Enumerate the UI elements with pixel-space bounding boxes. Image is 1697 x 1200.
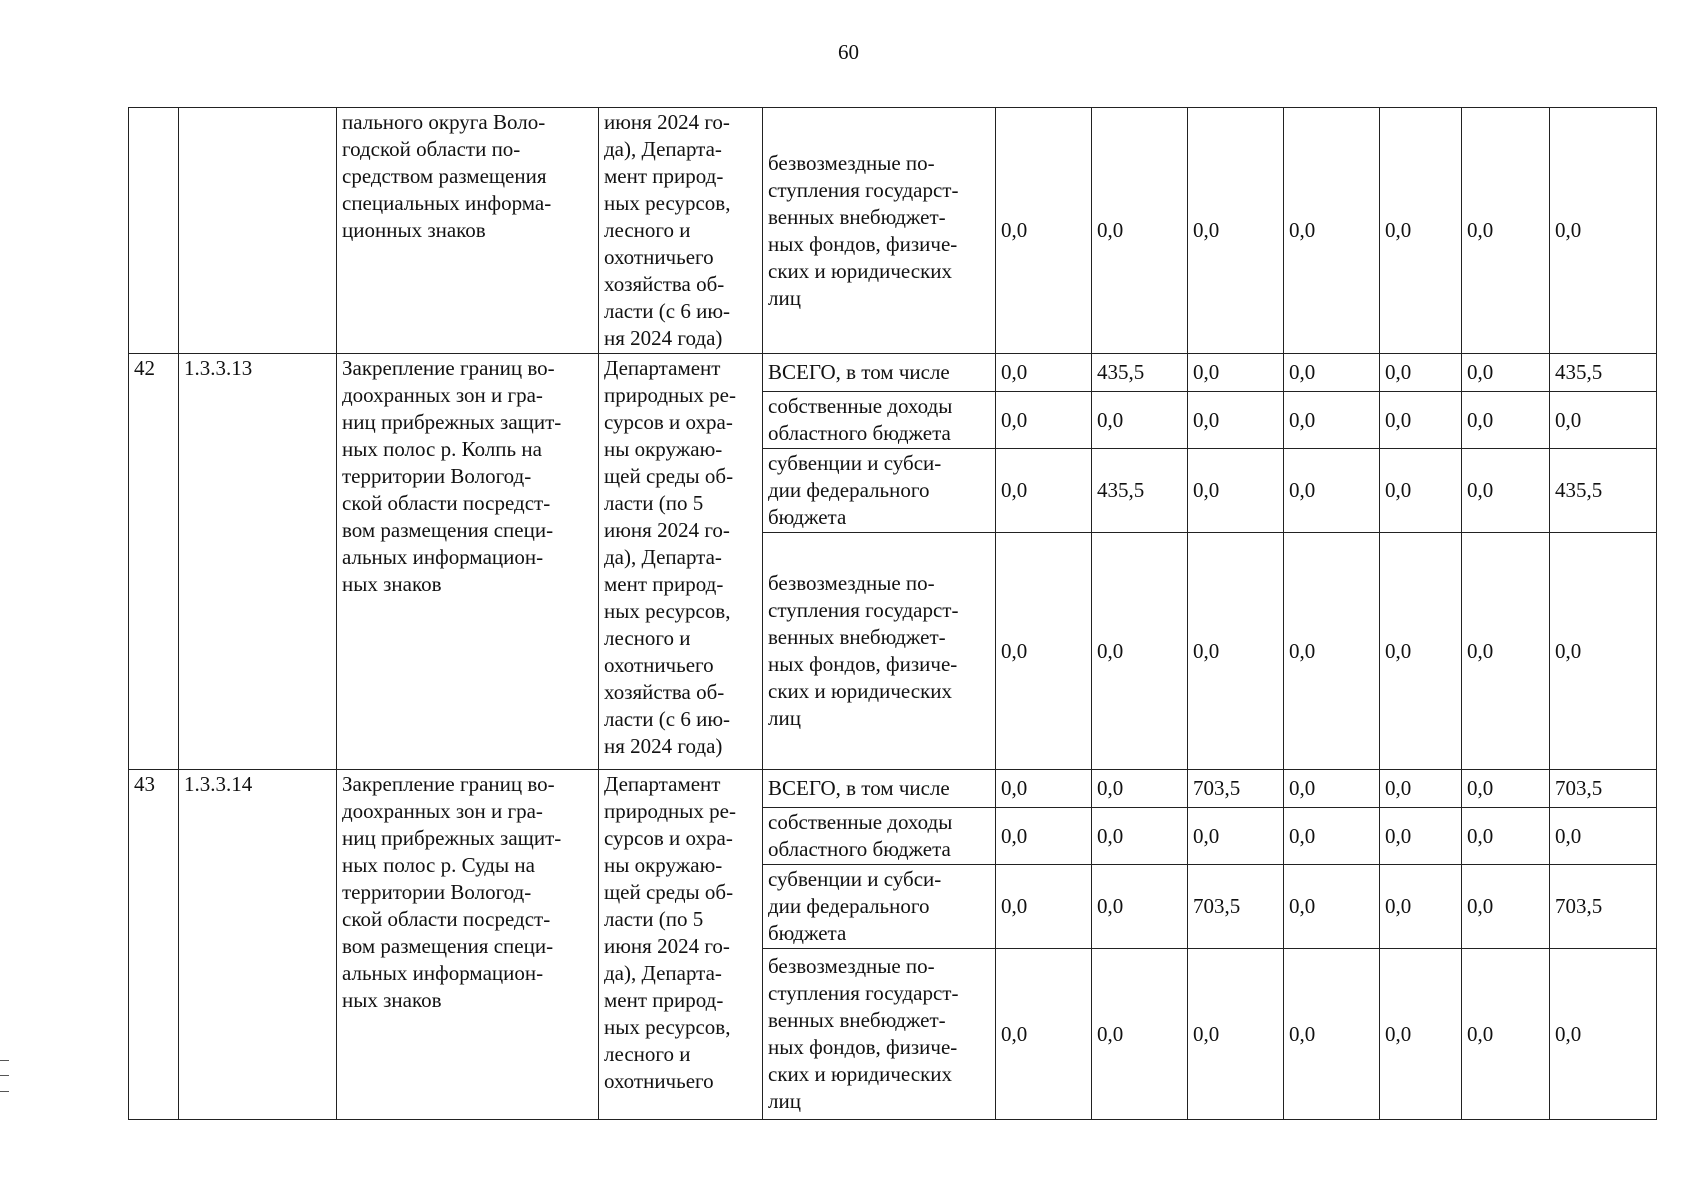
row-number-cell: 42	[129, 354, 179, 770]
cell-text-line: сурсов и охра-	[604, 410, 733, 434]
cell-text-line: дии федерального	[768, 894, 930, 918]
program-financing-table	[128, 107, 1657, 1120]
amount-cell: 0,0	[996, 108, 1092, 354]
cell-text-line: областного бюджета	[768, 421, 951, 445]
amount-cell: 0,0	[1380, 449, 1462, 533]
funding-source-cell	[763, 449, 996, 533]
amount-cell: 0,0	[996, 808, 1092, 865]
amount-cell: 0,0	[996, 865, 1092, 949]
amount-cell: 0,0	[1092, 108, 1188, 354]
amount-cell: 703,5	[1550, 865, 1657, 949]
amount-cell: 0,0	[1092, 770, 1188, 808]
cell-text-line: специальных информа-	[342, 191, 552, 215]
amount-cell: 0,0	[1550, 533, 1657, 770]
amount-cell: 0,0	[1092, 949, 1188, 1120]
table-row-continuation	[129, 108, 1657, 354]
responsible-cell	[599, 770, 763, 1120]
amount-cell: 0,0	[996, 770, 1092, 808]
cell-text-line: ских и юридических	[768, 679, 953, 703]
amount-cell: 0,0	[1284, 449, 1380, 533]
amount-cell: 0,0	[1092, 392, 1188, 449]
cell-text-line: венных внебюджет-	[768, 625, 946, 649]
cell-text-line: ционных знаков	[342, 218, 486, 242]
amount-cell: 0,0	[1188, 449, 1284, 533]
amount-cell: 0,0	[1550, 108, 1657, 354]
amount-cell: 0,0	[1284, 770, 1380, 808]
amount-cell: 0,0	[1462, 865, 1550, 949]
cell-text-line: лесного и	[604, 626, 691, 650]
amount-cell: 435,5	[1092, 354, 1188, 392]
cell-text-line: июня 2024 го-	[604, 518, 730, 542]
cell-text-line: ступления государст-	[768, 177, 959, 202]
cell-text-line: ных фондов, физиче-	[768, 231, 958, 256]
cell-text-line: Закрепление границ во-	[342, 772, 555, 796]
amount-cell: 0,0	[1462, 108, 1550, 354]
measure-name-cell	[337, 770, 599, 1120]
cell-text-line: хозяйства об-	[604, 680, 725, 704]
amount-cell: 0,0	[1284, 808, 1380, 865]
cell-text-line: мент природ-	[604, 572, 724, 596]
cell-text-line: территории Вологод-	[342, 464, 532, 488]
amount-cell: 703,5	[1188, 865, 1284, 949]
amount-cell: 0,0	[1380, 770, 1462, 808]
cell-text-line: природных ре-	[604, 383, 736, 407]
cell-text-line: ступления государст-	[768, 598, 959, 622]
amount-cell: 435,5	[1550, 354, 1657, 392]
amount-cell: 0,0	[1092, 808, 1188, 865]
cell-text-line: ласти (с 6 ию-	[604, 299, 731, 323]
cell-text-line: ных полос р. Суды на	[342, 853, 535, 877]
amount-cell: 0,0	[1380, 354, 1462, 392]
amount-cell: 0,0	[1462, 449, 1550, 533]
cell-text-line: собственные доходы	[768, 810, 953, 834]
amount-cell: 0,0	[996, 533, 1092, 770]
cell-text-line: ня 2024 года)	[604, 734, 723, 758]
cell-text-line: безвозмездные по-	[768, 954, 935, 978]
amount-cell: 0,0	[1284, 949, 1380, 1120]
funding-source-cell	[763, 392, 996, 449]
amount-cell: 0,0	[1188, 533, 1284, 770]
cell-text-line: ских и юридических	[768, 1062, 953, 1086]
cell-text-line: Департамент	[604, 772, 721, 796]
cell-text-line: щей среды об-	[604, 464, 734, 488]
amount-cell: 0,0	[1550, 392, 1657, 449]
cell-text-line: да), Департа-	[604, 545, 722, 569]
cell-text-line: собственные доходы	[768, 394, 953, 418]
cell-text-line: лесного и	[604, 218, 691, 242]
margin-binding-mark	[0, 1060, 9, 1092]
cell-text-line: охотничьего	[604, 1069, 714, 1093]
funding-source-cell	[763, 770, 996, 808]
cell-text-line: ласти (по 5	[604, 907, 704, 931]
responsible-cell	[599, 354, 763, 770]
funding-source-cell	[763, 949, 996, 1120]
amount-cell: 0,0	[1188, 392, 1284, 449]
amount-cell: 0,0	[996, 392, 1092, 449]
amount-cell: 0,0	[1380, 949, 1462, 1120]
cell-text-line: ных ресурсов,	[604, 599, 731, 623]
cell-text-line: субвенции и субси-	[768, 867, 942, 891]
cell-text-line: безвозмездные по-	[768, 571, 935, 595]
amount-cell: 703,5	[1550, 770, 1657, 808]
cell-text-line: хозяйства об-	[604, 272, 725, 296]
amount-cell: 0,0	[1380, 533, 1462, 770]
amount-cell: 0,0	[1550, 949, 1657, 1120]
cell-text-line: ской области посредст-	[342, 491, 551, 515]
table-row	[129, 354, 1657, 392]
cell-text-line: бюджета	[768, 505, 847, 529]
cell-text-line: лиц	[768, 285, 801, 310]
amount-cell: 0,0	[1284, 108, 1380, 354]
amount-cell: 0,0	[1462, 533, 1550, 770]
cell-text-line: охотничьего	[604, 653, 714, 677]
cell-text-line: ных фондов, физиче-	[768, 652, 958, 676]
cell-text-line: ласти (с 6 ию-	[604, 707, 731, 731]
cell-text-line: бюджета	[768, 921, 847, 945]
amount-cell: 0,0	[1380, 392, 1462, 449]
amount-cell: 435,5	[1550, 449, 1657, 533]
amount-cell: 0,0	[1380, 865, 1462, 949]
cell-text-line: областного бюджета	[768, 837, 951, 861]
cell-text-line: ны окружаю-	[604, 437, 723, 461]
amount-cell: 0,0	[1462, 808, 1550, 865]
cell-text-line: июня 2024 го-	[604, 934, 730, 958]
cell-text-line: ских и юридических	[768, 258, 953, 283]
cell-text-line: да), Департа-	[604, 961, 722, 985]
amount-cell: 0,0	[1188, 354, 1284, 392]
amount-cell: 703,5	[1188, 770, 1284, 808]
funding-source-cell	[763, 108, 996, 354]
cell-text-line: ных полос р. Колпь на	[342, 437, 542, 461]
cell-text-line: ны окружаю-	[604, 853, 723, 877]
cell-text-line: ниц прибрежных защит-	[342, 410, 562, 434]
cell-text-line: щей среды об-	[604, 880, 734, 904]
amount-cell: 0,0	[1092, 865, 1188, 949]
cell-text-line: ВСЕГО, в том числе	[768, 776, 950, 800]
cell-text-line: венных внебюджет-	[768, 204, 946, 229]
amount-cell: 0,0	[1462, 392, 1550, 449]
amount-cell: 0,0	[996, 949, 1092, 1120]
cell-text-line: субвенции и субси-	[768, 451, 942, 475]
cell-text-line: лесного и	[604, 1042, 691, 1066]
measure-name-cell	[337, 354, 599, 770]
amount-cell: 0,0	[1380, 808, 1462, 865]
amount-cell: 0,0	[1284, 865, 1380, 949]
cell-text-line: альных информацион-	[342, 961, 544, 985]
cell-text-line: ных ресурсов,	[604, 1015, 731, 1039]
cell-text-line: ных ресурсов,	[604, 191, 731, 215]
cell-text-line: средством размещения	[342, 164, 547, 188]
cell-text-line: ступления государст-	[768, 981, 959, 1005]
cell-text-line: дии федерального	[768, 478, 930, 502]
measure-code-cell: 1.3.3.14	[179, 770, 337, 1120]
amount-cell: 0,0	[1188, 108, 1284, 354]
amount-cell: 0,0	[1188, 808, 1284, 865]
cell-text-line: природных ре-	[604, 799, 736, 823]
amount-cell: 0,0	[1462, 770, 1550, 808]
cell-text-line: вом размещения специ-	[342, 934, 554, 958]
amount-cell: 0,0	[1380, 108, 1462, 354]
cell-text-line: ниц прибрежных защит-	[342, 826, 562, 850]
amount-cell: 0,0	[1462, 949, 1550, 1120]
amount-cell: 0,0	[1284, 533, 1380, 770]
measure-name-cell	[337, 108, 599, 354]
cell-text-line: альных информацион-	[342, 545, 544, 569]
cell-text-line: сурсов и охра-	[604, 826, 733, 850]
amount-cell: 435,5	[1092, 449, 1188, 533]
cell-text-line: ных знаков	[342, 988, 442, 1012]
amount-cell: 0,0	[1284, 354, 1380, 392]
cell-text-line: годской области по-	[342, 137, 521, 161]
cell-text-line: ня 2024 года)	[604, 326, 723, 350]
amount-cell: 0,0	[996, 449, 1092, 533]
amount-cell: 0,0	[1092, 533, 1188, 770]
amount-cell: 0,0	[1462, 354, 1550, 392]
cell-text-line: территории Вологод-	[342, 880, 532, 904]
cell-text-line: ных фондов, физиче-	[768, 1035, 958, 1059]
amount-cell: 0,0	[1550, 808, 1657, 865]
amount-cell: 0,0	[1188, 949, 1284, 1120]
cell-text-line: июня 2024 го-	[604, 110, 730, 134]
row-number-cell	[129, 108, 179, 354]
cell-text-line: ВСЕГО, в том числе	[768, 360, 950, 384]
cell-text-line: Департамент	[604, 356, 721, 380]
funding-source-cell	[763, 865, 996, 949]
cell-text-line: да), Департа-	[604, 137, 722, 161]
funding-source-cell	[763, 808, 996, 865]
cell-text-line: ской области посредст-	[342, 907, 551, 931]
cell-text-line: ных знаков	[342, 572, 442, 596]
cell-text-line: Закрепление границ во-	[342, 356, 555, 380]
funding-source-cell	[763, 533, 996, 770]
cell-text-line: пального округа Воло-	[342, 110, 546, 134]
cell-text-line: доохранных зон и гра-	[342, 383, 543, 407]
measure-code-cell: 1.3.3.13	[179, 354, 337, 770]
cell-text-line: лиц	[768, 706, 801, 730]
cell-text-line: вом размещения специ-	[342, 518, 554, 542]
cell-text-line: безвозмездные по-	[768, 150, 935, 175]
page-number: 60	[838, 40, 859, 64]
amount-cell: 0,0	[1284, 392, 1380, 449]
row-number-cell: 43	[129, 770, 179, 1120]
cell-text-line: доохранных зон и гра-	[342, 799, 543, 823]
cell-text-line: охотничьего	[604, 245, 714, 269]
cell-text-line: лиц	[768, 1089, 801, 1113]
responsible-cell	[599, 108, 763, 354]
table-body	[129, 108, 1657, 1120]
funding-source-cell	[763, 354, 996, 392]
cell-text-line: мент природ-	[604, 988, 724, 1012]
amount-cell: 0,0	[996, 354, 1092, 392]
cell-text-line: мент природ-	[604, 164, 724, 188]
cell-text-line: венных внебюджет-	[768, 1008, 946, 1032]
table-row	[129, 770, 1657, 808]
measure-code-cell	[179, 108, 337, 354]
cell-text-line: ласти (по 5	[604, 491, 704, 515]
